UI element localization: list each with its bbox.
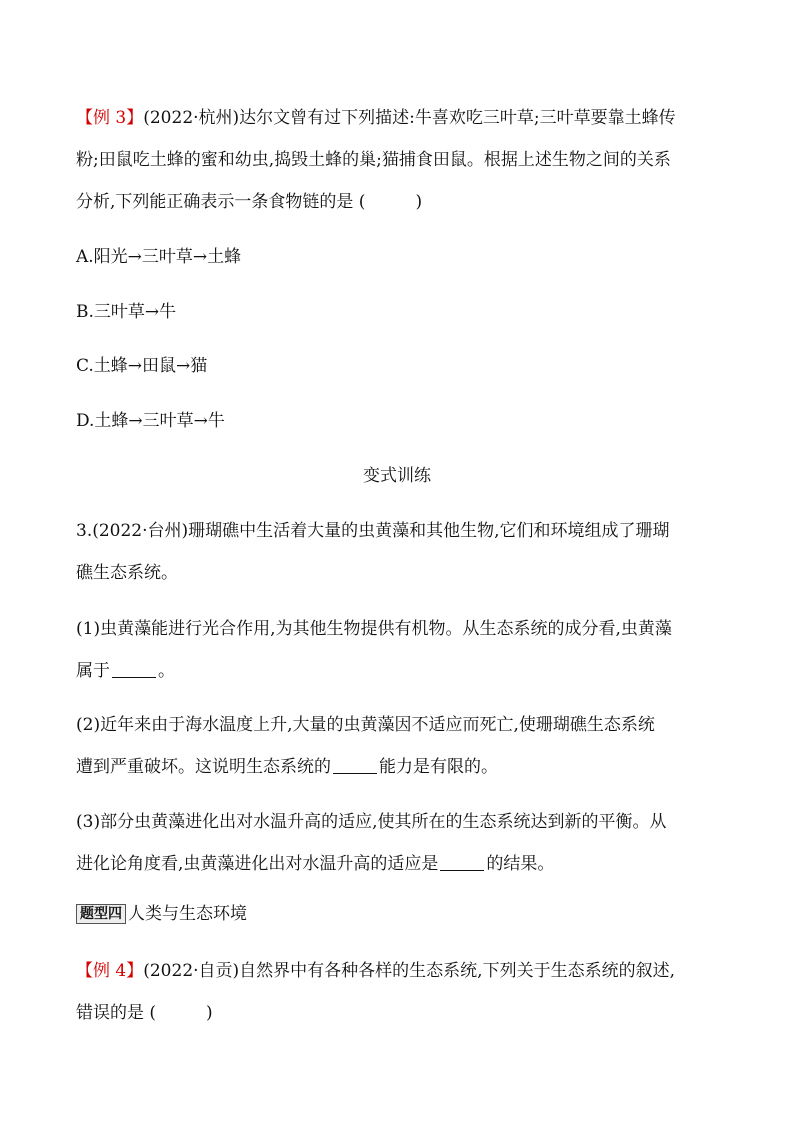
example3-paren-close: ) [415,192,423,212]
example3-label: 【例 3】 [76,108,144,128]
sub1-text: 属于 [76,661,110,681]
answer-blank-1[interactable] [112,661,156,678]
sub2-end: 能力是有限的。 [379,757,498,777]
example4-paren-close: ) [206,1003,213,1023]
sub2-text: 遭到严重破坏。这说明生态系统的 [76,757,331,777]
option-d: D.土蜂→三叶草→牛 [76,411,225,431]
question3-sub1-line-1: (1)虫黄藻能进行光合作用,为其他生物提供有机物。从生态系统的成分看,虫黄藻 [76,619,672,639]
question3-sub1-line-2 [76,660,175,682]
answer-blank-3[interactable] [440,854,484,871]
section-title: 变式训练 [363,466,431,486]
question3-line-1: 3.(2022·台州)珊瑚礁中生活着大量的虫黄藻和其他生物,它们和环境组成了珊瑚 [76,521,670,541]
option-c: C.土蜂→田鼠→猫 [76,356,208,376]
question3-sub2-line-2 [76,756,498,778]
example3-text-3: 分析,下列能正确表示一条食物链的是 ( [76,192,366,212]
example4-text-2: 错误的是 ( [76,1003,157,1023]
sub3-text: 进化论角度看,虫黄藻进化出对水温升高的适应是 [76,854,439,874]
type4-title: 人类与生态环境 [128,904,247,924]
answer-blank-2[interactable] [333,757,377,774]
example4-line-2 [76,1002,213,1024]
question3-sub2-line-1: (2)近年来由于海水温度上升,大量的虫黄藻因不适应而死亡,使珊瑚礁生态系统 [76,715,655,735]
question3-sub3-line-2 [76,853,554,875]
sub1-end: 。 [158,661,175,681]
sub3-end: 的结果。 [486,854,555,874]
question3-sub3-line-1: (3)部分虫黄藻进化出对水温升高的适应,使其所在的生态系统达到新的平衡。从 [76,812,667,832]
example4-line-1 [76,960,675,982]
example3-text-1: (2022·杭州)达尔文曾有过下列描述:牛喜欢吃三叶草;三叶草要靠土蜂传 [143,108,676,128]
example3-line-1 [76,107,676,129]
option-a: A.阳光→三叶草→土蜂 [76,247,242,267]
example4-label: 【例 4】 [76,961,144,981]
example3-line-2: 粉;田鼠吃土蜂的蜜和幼虫,捣毁土蜂的巢;猫捕食田鼠。根据上述生物之间的关系 [76,150,671,170]
type4-heading [76,903,247,925]
question3-line-2: 礁生态系统。 [76,563,178,583]
option-b: B.三叶草→牛 [76,302,177,322]
type4-tag: 题型四 [76,904,126,924]
example4-text-1: (2022·自贡)自然界中有各种各样的生态系统,下列关于生态系统的叙述, [143,961,675,981]
example3-line-3 [76,191,422,213]
